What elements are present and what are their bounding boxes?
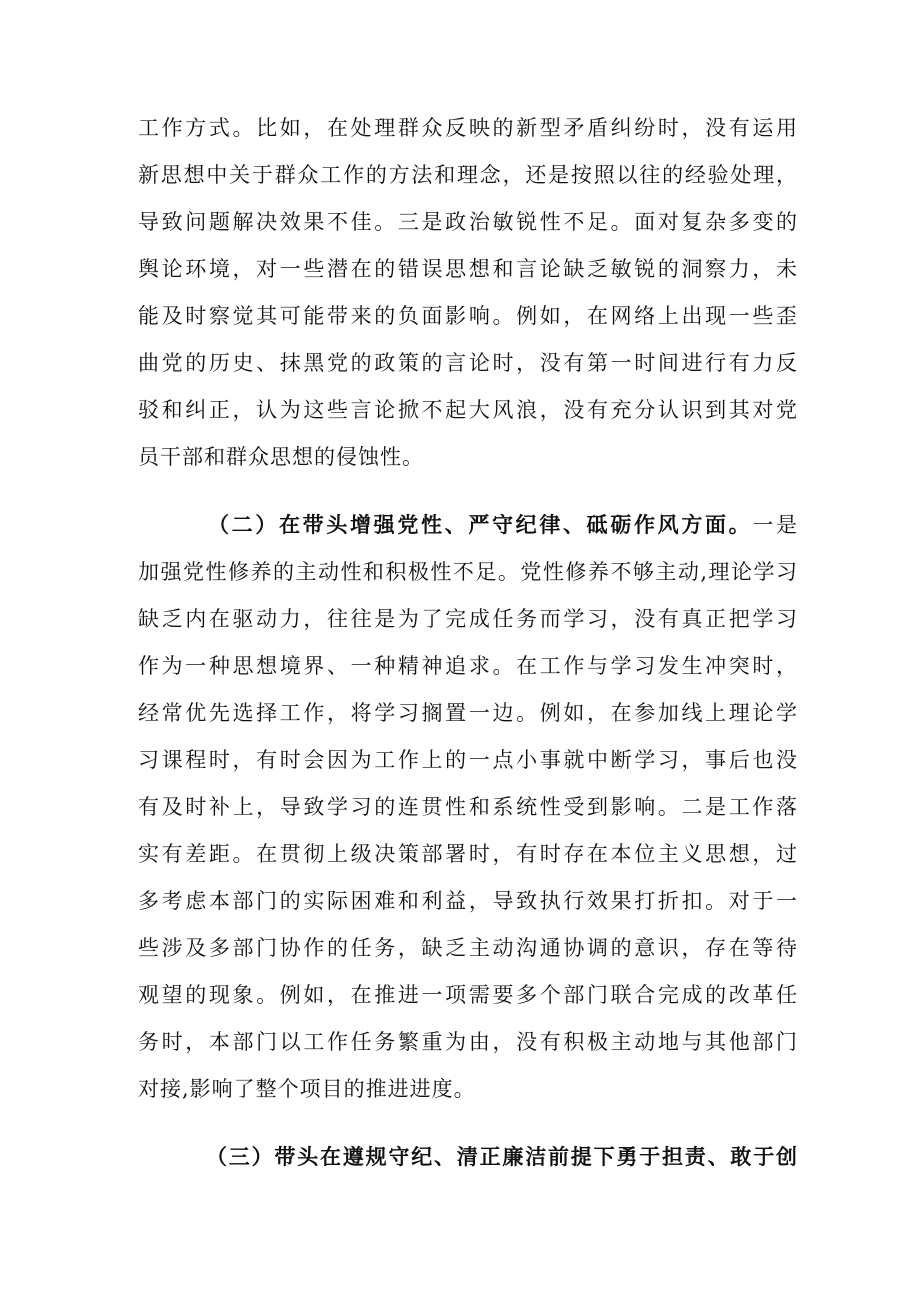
paragraph-line: 习课程时，有时会因为工作上的一点小事就中断学习，事后也没 — [138, 748, 798, 772]
paragraph-line: 作为一种思想境界、一种精神追求。在工作与学习发生冲突时， — [138, 654, 798, 678]
paragraph-line: 务时，本部门以工作任务繁重为由，没有积极主动地与其他部门 — [138, 1030, 798, 1054]
paragraph-line: 舆论环境，对一些潜在的错误思想和言论缺乏敏锐的洞察力，未 — [138, 257, 798, 281]
paragraph-line: 加强党性修养的主动性和积极性不足。党性修养不够主动,理论学习 — [138, 560, 798, 584]
paragraph-line: 曲党的历史、抹黑党的政策的言论时，没有第一时间进行有力反 — [138, 351, 798, 375]
paragraph-line: 工作方式。比如，在处理群众反映的新型矛盾纠纷时，没有运用 — [138, 116, 798, 140]
paragraph-line: 员干部和群众思想的侵蚀性。 — [138, 445, 424, 469]
paragraph-line: 新思想中关于群众工作的方法和理念，还是按照以往的经验处理， — [138, 163, 798, 187]
paragraph-line: 经常优先选择工作，将学习搁置一边。例如，在参加线上理论学 — [138, 701, 798, 725]
section-2-number: （二） — [208, 512, 279, 537]
paragraph-line: 能及时察觉其可能带来的负面影响。例如，在网络上出现一些歪 — [138, 304, 798, 328]
section-2-heading-tail: 一是 — [752, 513, 799, 537]
paragraph-line: 导致问题解决效果不佳。三是政治敏锐性不足。面对复杂多变的 — [138, 210, 798, 234]
section-2-heading: 在带头增强党性、严守纪律、砥砺作风方面。 — [279, 512, 753, 537]
section-3-heading: （三）带头在遵规守纪、清正廉洁前提下勇于担责、敢于创 — [206, 1144, 798, 1169]
paragraph-line: 些涉及多部门协作的任务，缺乏主动沟通协调的意识，存在等待 — [138, 936, 798, 960]
paragraph-line: 多考虑本部门的实际困难和利益，导致执行效果打折扣。对于一 — [138, 889, 798, 913]
paragraph-line: 实有差距。在贯彻上级决策部署时，有时存在本位主义思想，过 — [138, 842, 798, 866]
paragraph-line: 驳和纠正，认为这些言论掀不起大风浪，没有充分认识到其对党 — [138, 398, 798, 422]
section-2-heading-line — [208, 505, 798, 545]
paragraph-line: 对接,影响了整个项目的推进进度。 — [138, 1077, 476, 1101]
paragraph-line: 观望的现象。例如，在推进一项需要多个部门联合完成的改革任 — [138, 983, 798, 1007]
paragraph-line: 有及时补上，导致学习的连贯性和系统性受到影响。二是工作落 — [138, 795, 798, 819]
paragraph-line: 缺乏内在驱动力，往往是为了完成任务而学习，没有真正把学习 — [138, 607, 798, 631]
